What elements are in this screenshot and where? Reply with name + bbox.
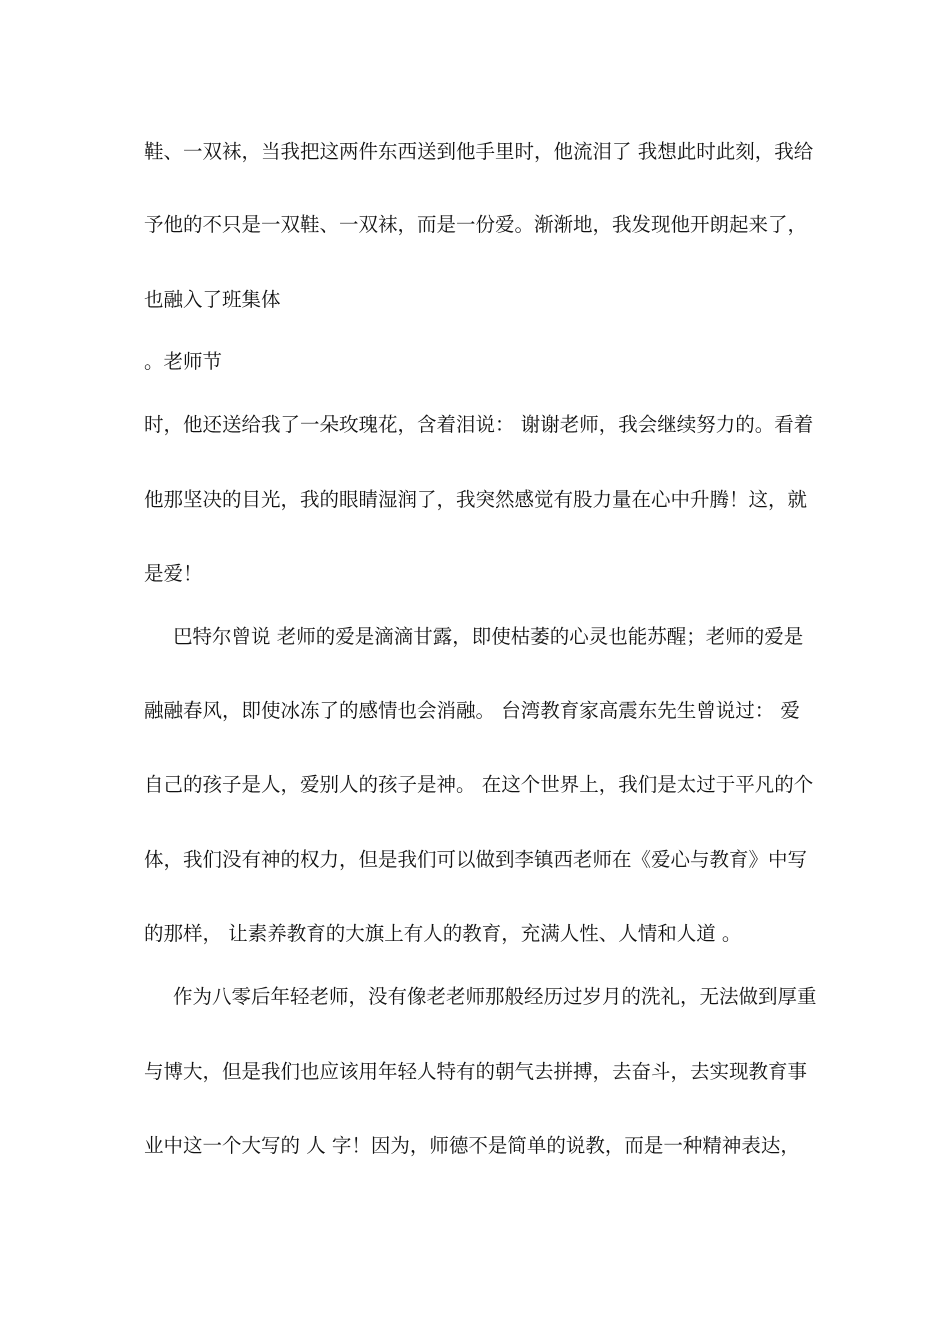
text-line: 体，我们没有神的权力，但是我们可以做到李镇西老师在《爱心与教育》中写 xyxy=(144,848,808,871)
text-line: 。老师节 xyxy=(144,350,223,373)
text-line: 鞋、一双袜，当我把这两件东西送到他手里时，他流泪了 我想此时此刻，我给 xyxy=(144,140,814,163)
text-line: 是爱！ xyxy=(144,562,203,585)
text-line: 与博大，但是我们也应该用年轻人特有的朝气去拼搏，去奋斗，去实现教育事 xyxy=(144,1060,808,1083)
text-line: 的那样， 让素养教育的大旗上有人的教育，充满人性、人情和人道 。 xyxy=(144,922,742,945)
text-line: 业中这一个大写的 人 字！因为，师德不是简单的说教，而是一种精神表达， xyxy=(144,1134,800,1157)
text-line: 自己的孩子是人，爱别人的孩子是神。 在这个世界上，我们是太过于平凡的个 xyxy=(144,773,814,796)
paragraph-start-line: 巴特尔曾说 老师的爱是滴滴甘露，即使枯萎的心灵也能苏醒；老师的爱是 xyxy=(173,625,804,648)
text-line: 予他的不只是一双鞋、一双袜，而是一份爱。渐渐地，我发现他开朗起来了， xyxy=(144,213,808,236)
text-line: 他那坚决的目光，我的眼睛湿润了，我突然感觉有股力量在心中升腾！这，就 xyxy=(144,488,808,511)
text-line: 时，他还送给我了一朵玫瑰花，含着泪说： 谢谢老师，我会继续努力的。看着 xyxy=(144,413,814,436)
paragraph-start-line: 作为八零后年轻老师，没有像老老师那般经历过岁月的洗礼，无法做到厚重 xyxy=(173,985,817,1008)
text-line: 融融春风，即使冰冻了的感情也会消融。 台湾教育家高震东先生曾说过： 爱 xyxy=(144,699,800,722)
text-line: 也融入了班集体 xyxy=(144,288,281,311)
